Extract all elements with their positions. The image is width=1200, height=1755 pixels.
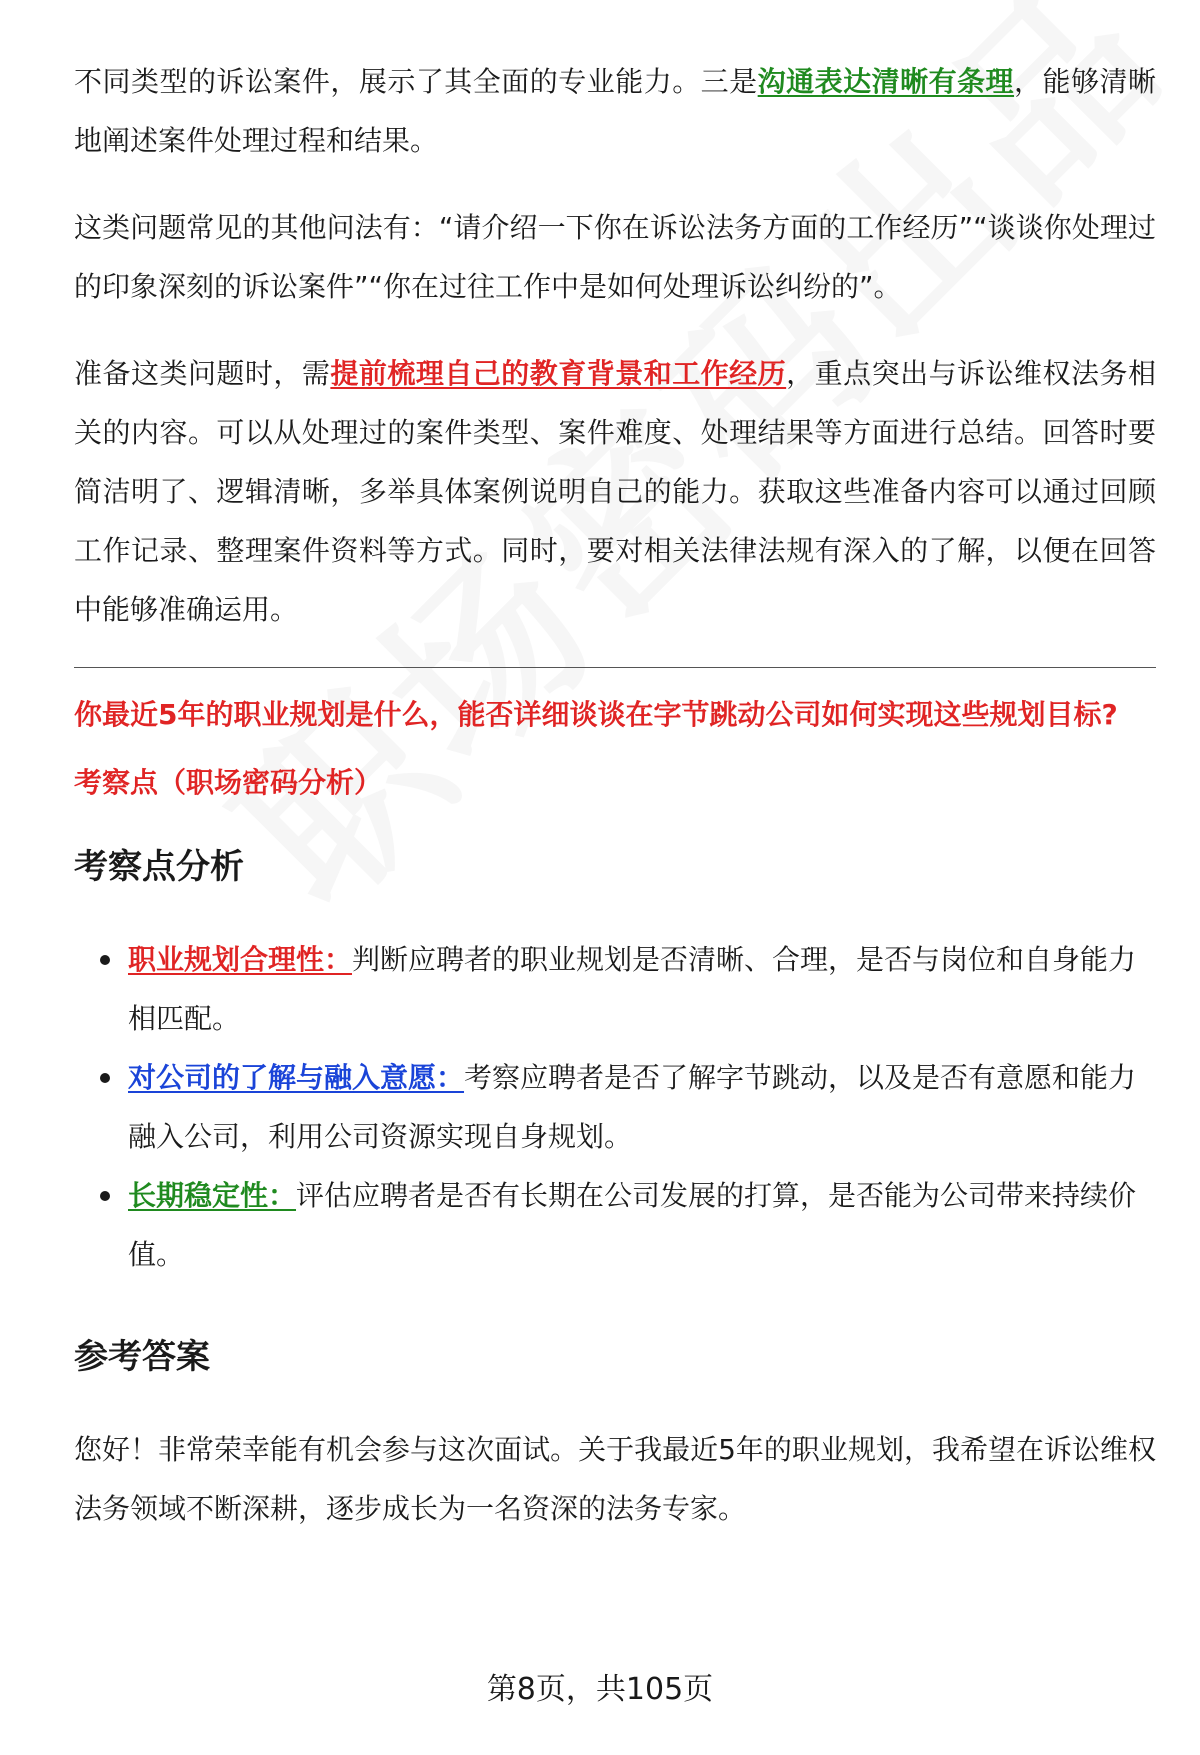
highlight-communication: 沟通表达清晰有条理: [757, 65, 1015, 98]
analysis-item: [74, 1048, 1156, 1166]
analysis-item: [74, 930, 1156, 1048]
analysis-item-text: 考察应聘者是否了解字节跳动，以及是否有意愿和能力融入公司，利用公司资源实现自身规划。: [128, 1061, 1137, 1153]
document-page: [74, 52, 1156, 1566]
section-divider: [74, 667, 1156, 668]
analysis-item: [74, 1166, 1156, 1284]
paragraph-1: [74, 52, 1156, 170]
paragraph-1-text-a: 不同类型的诉讼案件，展示了其全面的专业能力。三是: [74, 65, 758, 98]
paragraph-3: [74, 344, 1156, 639]
bullet-dot-icon: [100, 1073, 110, 1083]
paragraph-1-text-b: ，能够清晰地阐述案件处理过程和结果。: [74, 65, 1156, 157]
highlight-preparation: 提前梳理自己的教育背景和工作经历: [330, 357, 787, 390]
paragraph-3-text-a: 准备这类问题时，需: [74, 357, 331, 390]
paragraph-2: 这类问题常见的其他问法有：“请介绍一下你在诉讼法务方面的工作经历”“谈谈你处理过的印象深刻的诉讼案件”“你在过往工作中是如何处理诉讼纠纷的”。: [74, 211, 1156, 303]
analysis-item-text: 评估应聘者是否有长期在公司发展的打算，是否能为公司带来持续价值。: [128, 1179, 1137, 1271]
analysis-heading: 考察点分析: [74, 847, 244, 887]
paragraph-3-text-b: ，重点突出与诉讼维权法务相关的内容。可以从处理过的案件类型、案件难度、处理结果等方面进行总结。回答时要简洁明了、逻辑清晰，多举具体案例说明自己的能力。获取这些准备内容可以通过回顾工作记录、整理案件资料等方式。同时，要对相关法律法规有深入的了解，以便在回答中能够准确运用。: [74, 357, 1156, 626]
analysis-list: [74, 930, 1156, 1284]
analysis-item-label: 对公司的了解与融入意愿：: [128, 1061, 465, 1094]
page-number: 第8页，共105页: [486, 1672, 714, 1707]
analysis-item-label: 职业规划合理性：: [128, 943, 353, 976]
question-subhead: 考察点（职场密码分析）: [74, 766, 383, 799]
question-title: 你最近5年的职业规划是什么，能否详细谈谈在字节跳动公司如何实现这些规划目标?: [74, 698, 1118, 731]
bullet-dot-icon: [100, 1191, 110, 1201]
answer-paragraph: 您好！非常荣幸能有机会参与这次面试。关于我最近5年的职业规划，我希望在诉讼维权法务领域不断深耕，逐步成长为一名资深的法务专家。: [74, 1433, 1156, 1525]
bullet-dot-icon: [100, 955, 110, 965]
answer-heading: 参考答案: [74, 1337, 210, 1377]
analysis-item-text: 判断应聘者的职业规划是否清晰、合理，是否与岗位和自身能力相匹配。: [128, 943, 1137, 1035]
analysis-item-label: 长期稳定性：: [128, 1179, 297, 1212]
